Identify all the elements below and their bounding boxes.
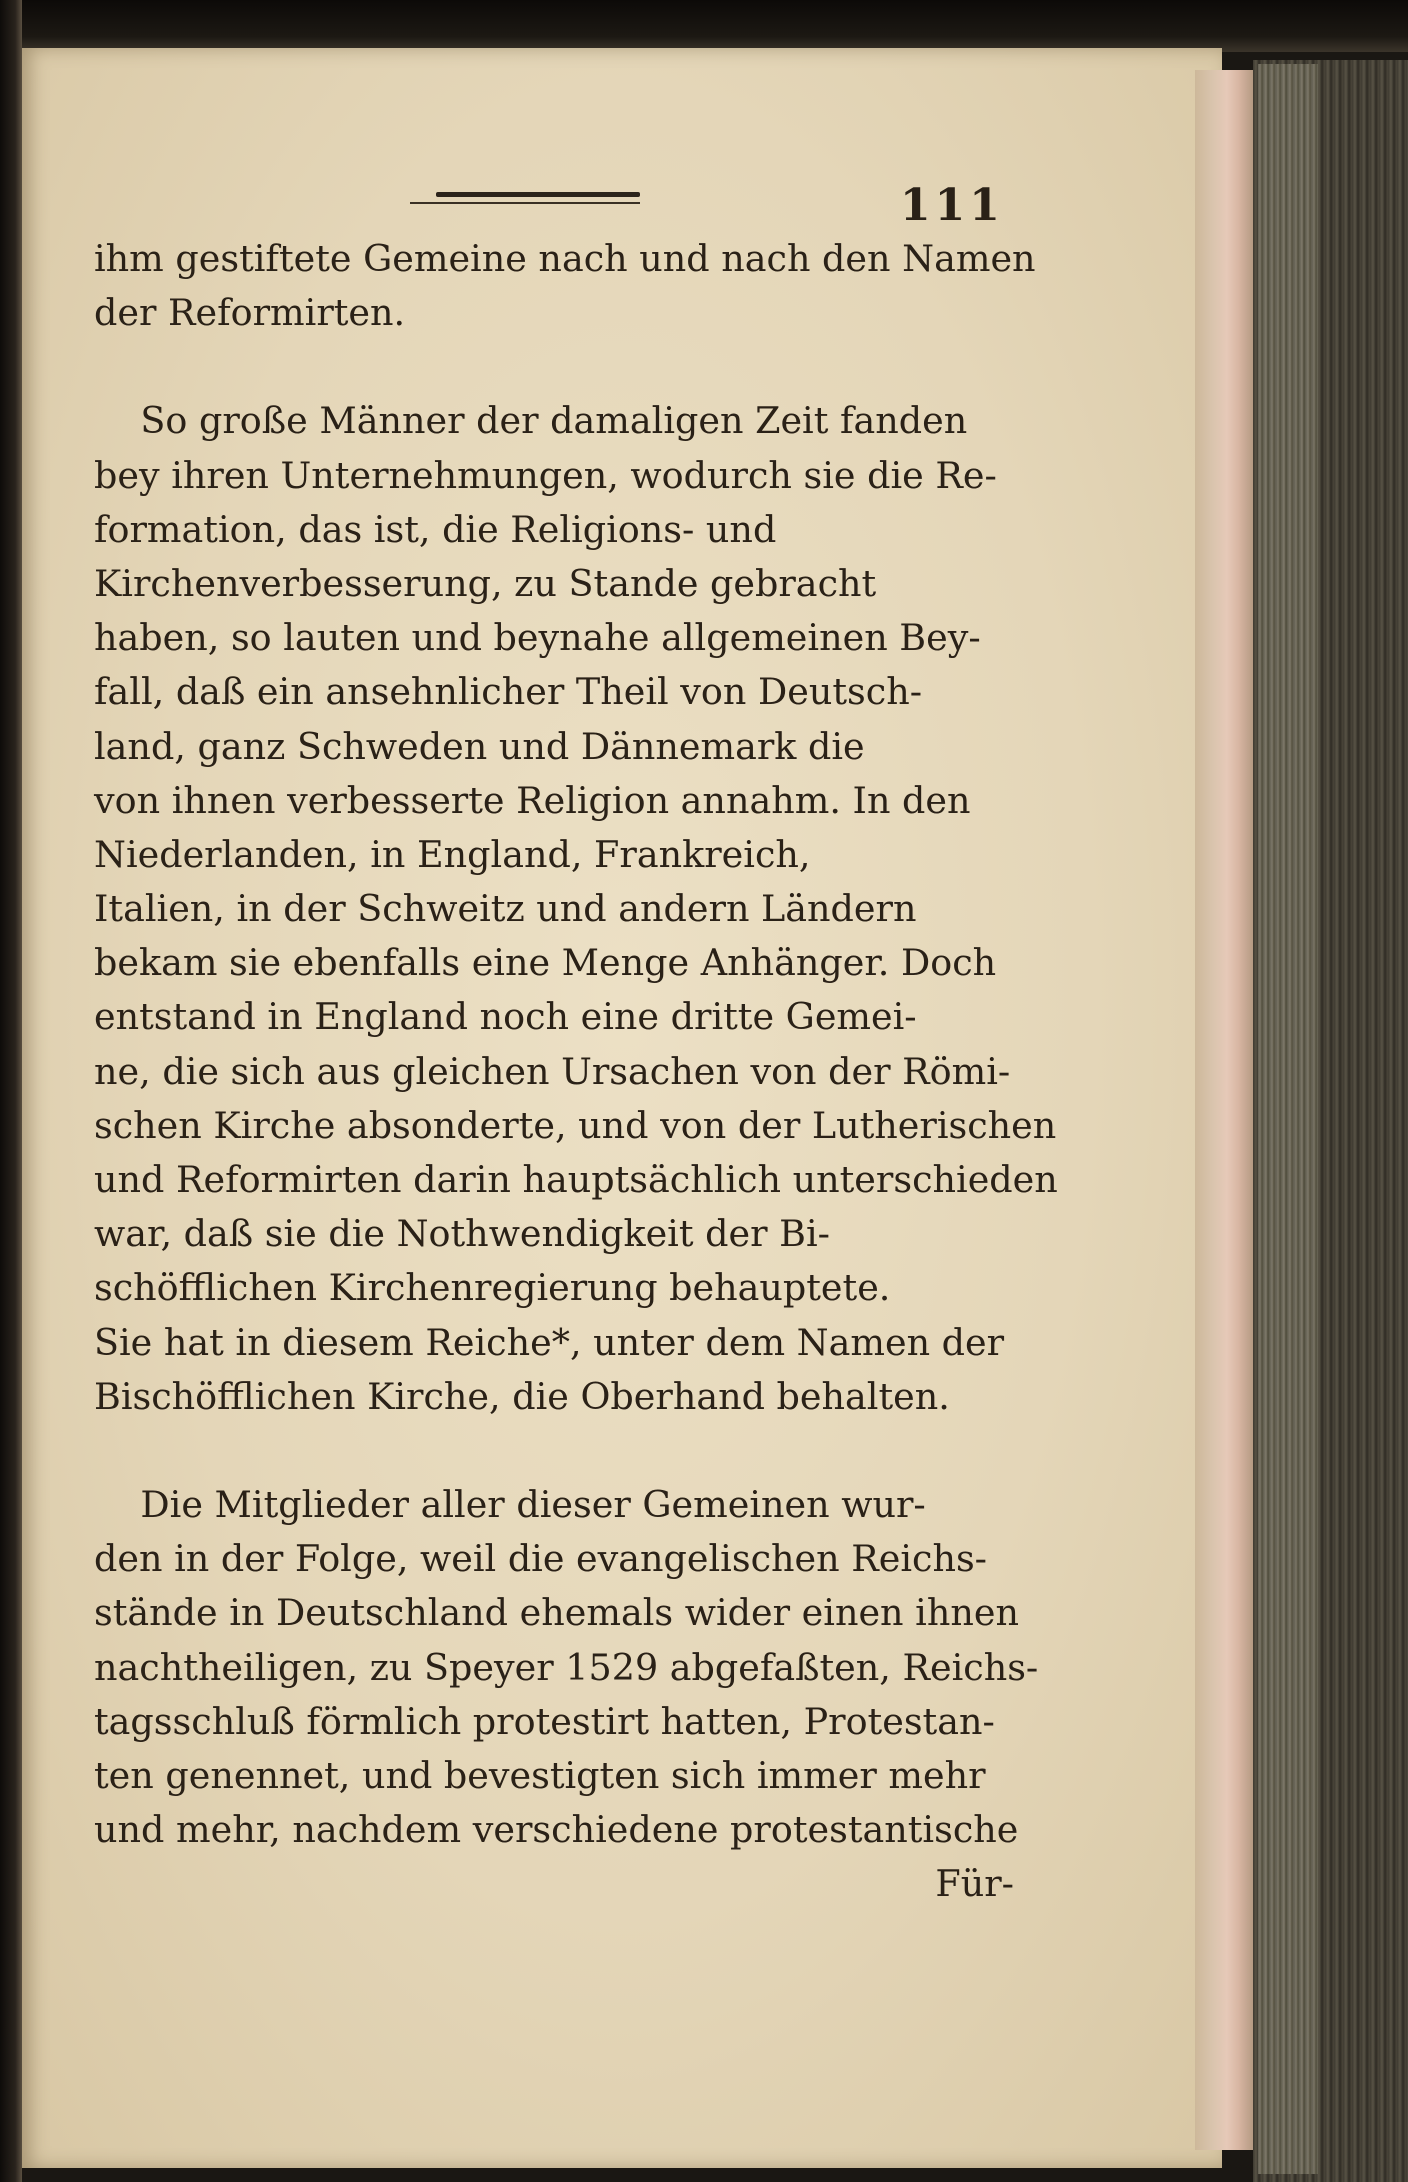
page-number: 111 xyxy=(900,180,1004,231)
text-line: formation, das ist, die Religions- und xyxy=(94,507,777,551)
scan-left-border xyxy=(0,0,22,2182)
cover-binding-strip xyxy=(1258,64,1318,2174)
text-line: bekam sie ebenfalls eine Menge Anhänger. Doch xyxy=(94,941,997,985)
text-line: Sie hat in diesem Reiche*, unter dem Namen der xyxy=(94,1320,1005,1364)
text-line: Bischöfflichen Kirche, die Oberhand behalten. xyxy=(94,1374,950,1418)
text-line: war, daß sie die Nothwendigkeit der Bi- xyxy=(94,1212,830,1256)
text-line: Italien, in der Schweitz und andern Ländern xyxy=(94,887,917,931)
text-line: stände in Deutschland ehemals wider einen ihnen xyxy=(94,1591,1019,1635)
text-line: bey ihren Unternehmungen, wodurch sie die Re- xyxy=(94,453,997,497)
text-line: Niederlanden, in England, Frankreich, xyxy=(94,832,811,876)
paragraph xyxy=(94,1478,1039,1857)
text-line: und mehr, nachdem verschiedene protestantische xyxy=(94,1808,1019,1852)
text-line: der Reformirten. xyxy=(94,291,406,335)
text-line: So große Männer der damaligen Zeit fanden xyxy=(94,399,968,443)
header-ornament-rule-thin xyxy=(410,202,640,204)
text-line: fall, daß ein ansehnlicher Theil von Deutsch- xyxy=(94,670,923,714)
paragraph xyxy=(94,232,1036,340)
text-line: nachtheiligen, zu Speyer 1529 abgefaßten, Reichs- xyxy=(94,1645,1039,1689)
text-line: ne, die sich aus gleichen Ursachen von der Römi- xyxy=(94,1049,1011,1093)
text-line: schen Kirche absonderte, und von der Lutherischen xyxy=(94,1103,1057,1147)
text-line: ihm gestiftete Gemeine nach und nach den Namen xyxy=(94,237,1036,280)
body-text xyxy=(94,232,1058,1911)
text-line: und Reformirten darin hauptsächlich unterschieden xyxy=(94,1158,1058,1201)
catchword: Für- xyxy=(935,1862,1014,1906)
text-line: ten genennet, und bevestigten sich immer mehr xyxy=(94,1753,986,1797)
text-line: haben, so lauten und beynahe allgemeinen Bey- xyxy=(94,616,981,660)
header-ornament-rule xyxy=(436,192,640,197)
text-line: schöfflichen Kirchenregierung behauptete. xyxy=(94,1266,891,1310)
text-line: den in der Folge, weil die evangelischen Reichs- xyxy=(94,1537,988,1581)
scan-top-border xyxy=(0,0,1408,52)
text-line: land, ganz Schweden und Dännemark die xyxy=(94,724,865,768)
text-line: Kirchenverbesserung, zu Stande gebracht xyxy=(94,561,877,605)
text-line: tagsschluß förmlich protestirt hatten, Protestan- xyxy=(94,1699,995,1743)
page-stack-edge xyxy=(1195,70,1253,2150)
text-line: Die Mitglieder aller dieser Gemeinen wur- xyxy=(94,1482,926,1526)
paragraph xyxy=(94,394,1058,1424)
text-line: entstand in England noch eine dritte Gemei- xyxy=(94,995,917,1039)
text-line: von ihnen verbesserte Religion annahm. In den xyxy=(94,778,971,822)
